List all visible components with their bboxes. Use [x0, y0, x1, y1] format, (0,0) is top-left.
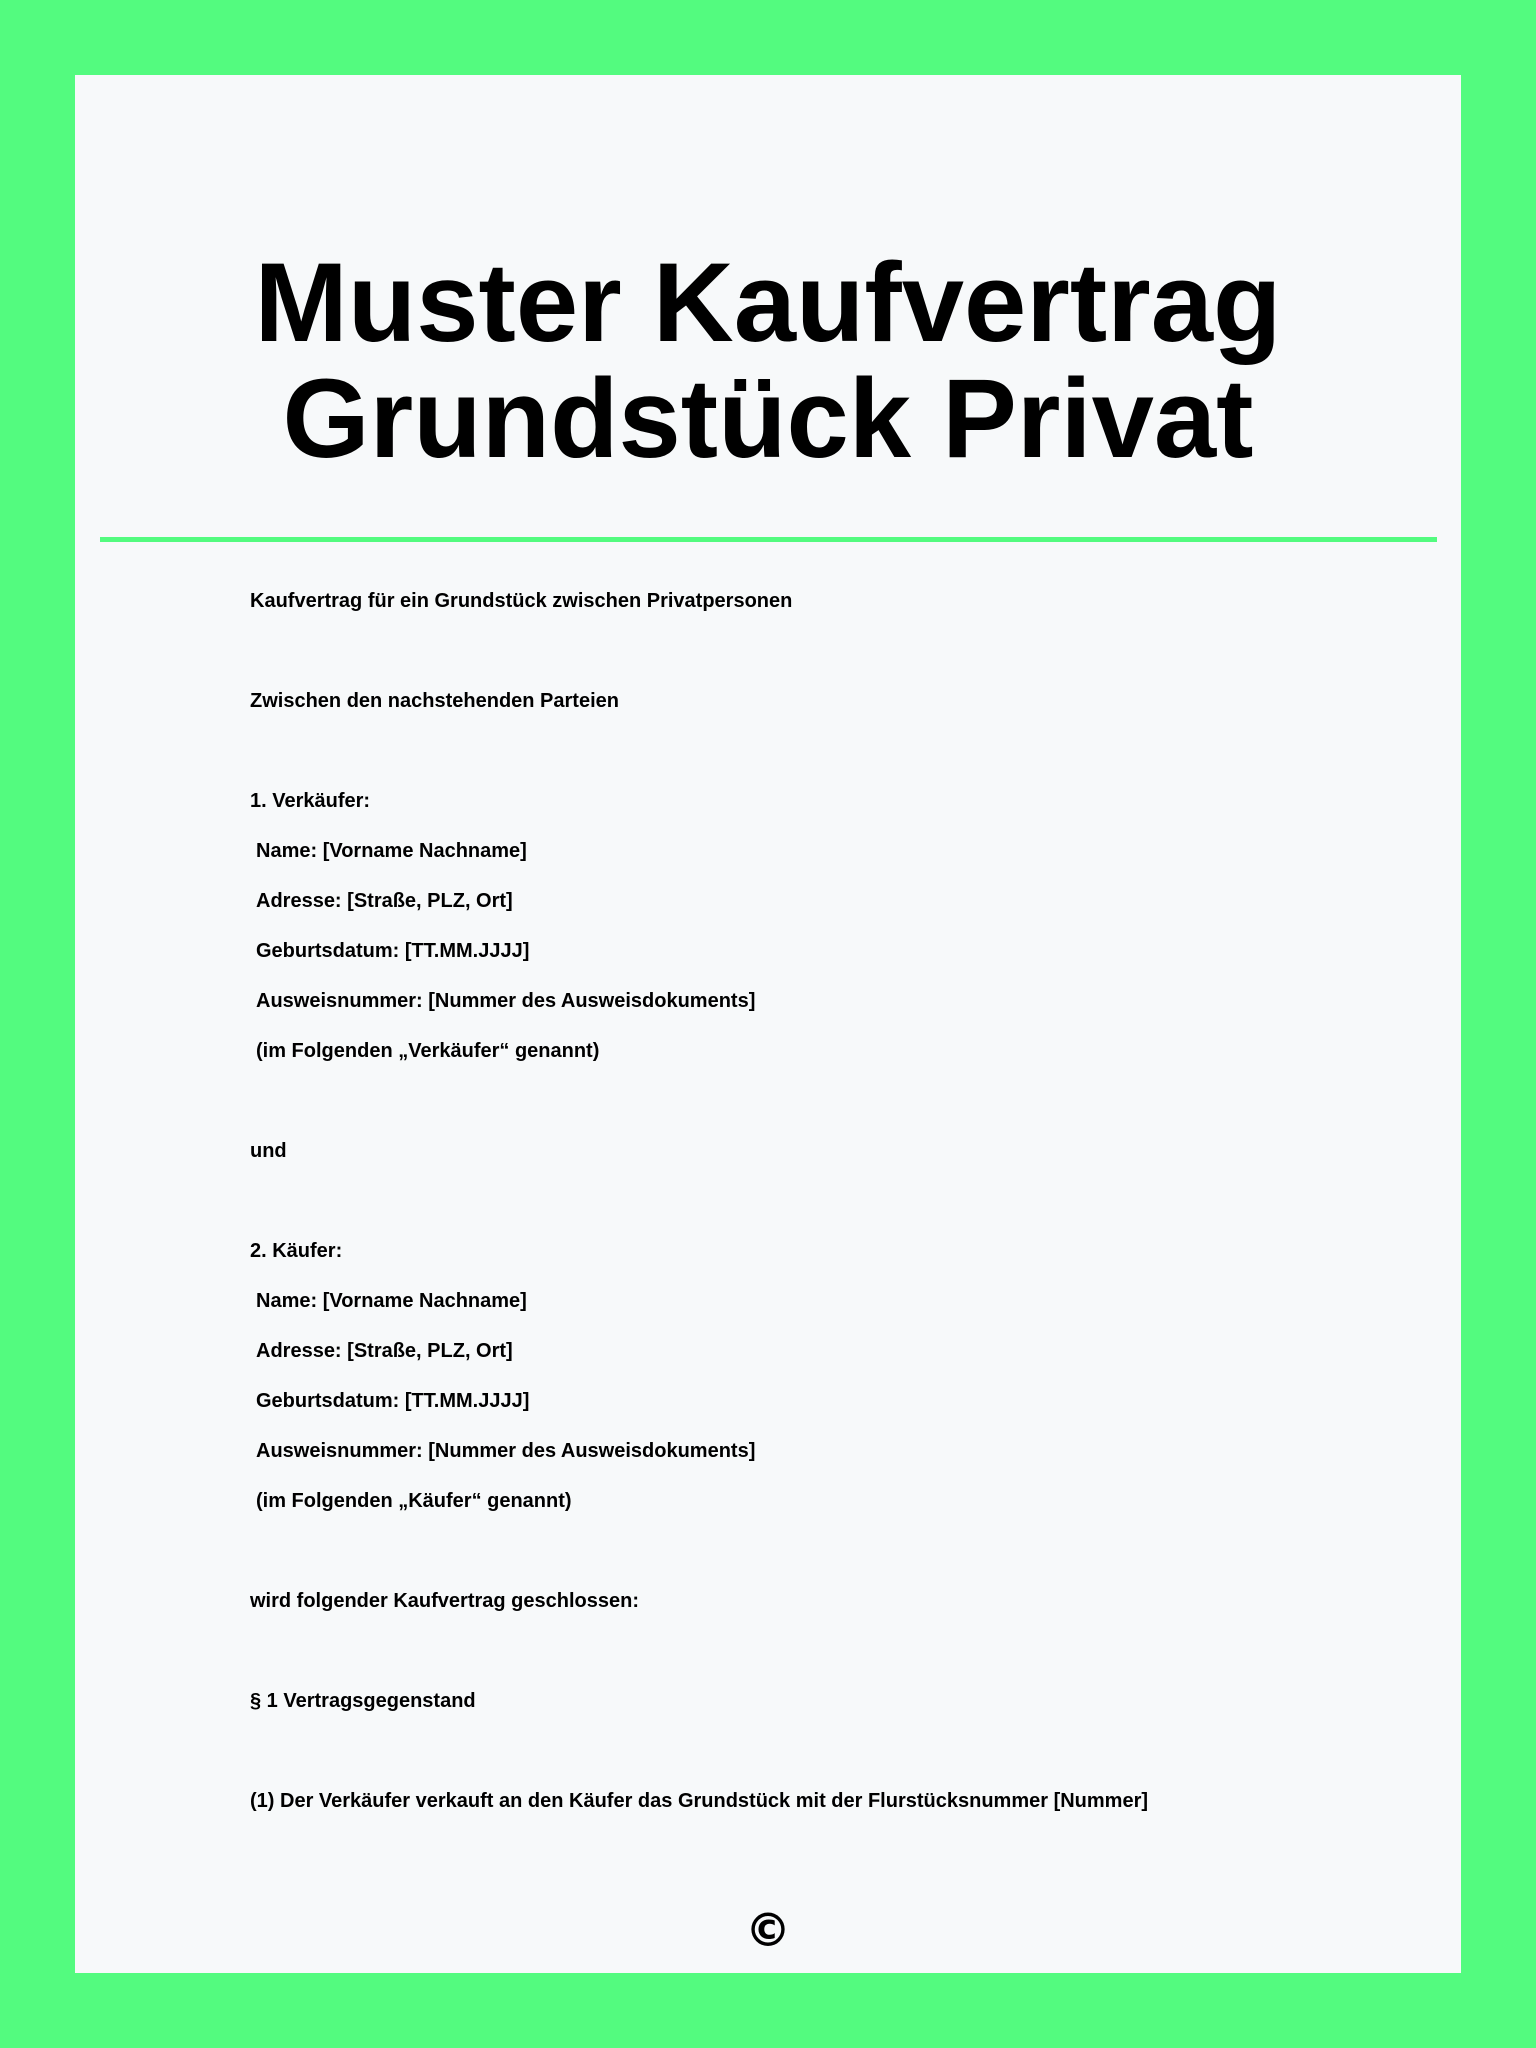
intro-line: Kaufvertrag für ein Grundstück zwischen Privatpersonen	[250, 590, 793, 612]
buyer-id-number: Ausweisnummer: [Nummer des Ausweisdokuments]	[256, 1440, 756, 1462]
contract-closing: wird folgender Kaufvertrag geschlossen:	[250, 1590, 639, 1612]
buyer-birthdate: Geburtsdatum: [TT.MM.JJJJ]	[256, 1390, 530, 1412]
buyer-address: Adresse: [Straße, PLZ, Ort]	[256, 1340, 513, 1362]
seller-alias: (im Folgenden „Verkäufer“ genannt)	[256, 1040, 600, 1062]
seller-id-number: Ausweisnummer: [Nummer des Ausweisdokuments]	[256, 990, 756, 1012]
buyer-heading: 2. Käufer:	[250, 1240, 343, 1262]
title-line-1: Muster Kaufvertrag	[254, 240, 1282, 365]
document-title	[75, 240, 1461, 481]
section-1-heading: § 1 Vertragsgegenstand	[250, 1690, 476, 1712]
buyer-name: Name: [Vorname Nachname]	[256, 1290, 527, 1312]
and-line: und	[250, 1140, 287, 1162]
seller-name: Name: [Vorname Nachname]	[256, 840, 527, 862]
parties-intro: Zwischen den nachstehenden Parteien	[250, 690, 619, 712]
title-divider	[100, 537, 1437, 542]
buyer-alias: (im Folgenden „Käufer“ genannt)	[256, 1490, 572, 1512]
copyright-icon: ©	[745, 1903, 791, 1957]
seller-address: Adresse: [Straße, PLZ, Ort]	[256, 890, 513, 912]
seller-birthdate: Geburtsdatum: [TT.MM.JJJJ]	[256, 940, 530, 962]
title-line-2: Grundstück Privat	[282, 356, 1254, 481]
section-1-paragraph-1: (1) Der Verkäufer verkauft an den Käufer das Grundstück mit der Flurstücksnummer [Nummer]	[250, 1790, 1149, 1812]
seller-heading: 1. Verkäufer:	[250, 790, 371, 812]
document-page	[75, 75, 1461, 1973]
